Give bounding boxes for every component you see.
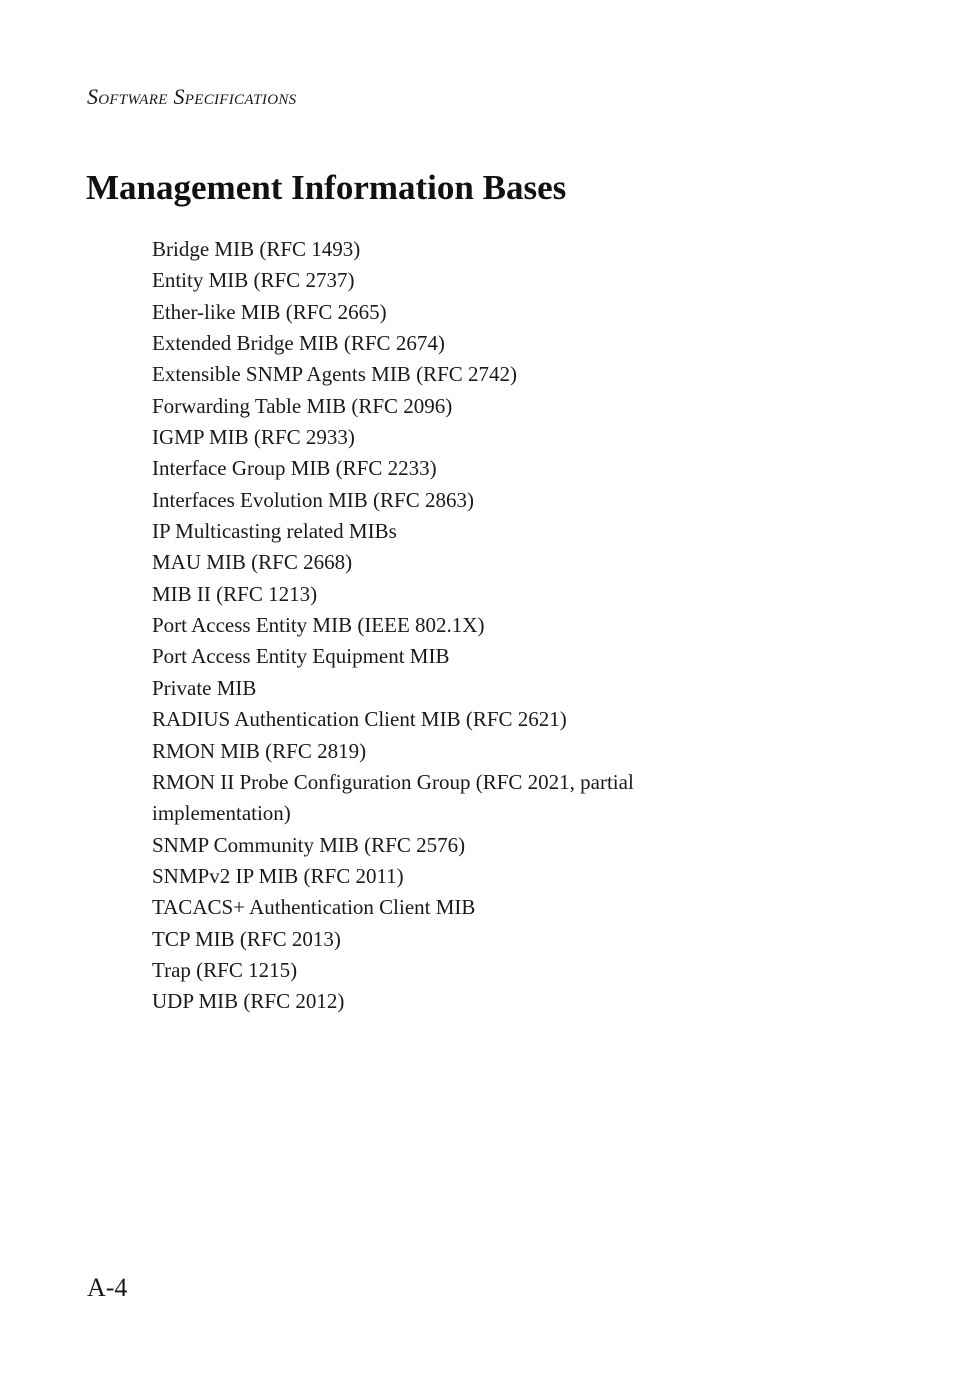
list-item: SNMP Community MIB (RFC 2576)	[152, 832, 466, 857]
list-item: RADIUS Authentication Client MIB (RFC 2621)	[152, 707, 567, 732]
list-item: Extended Bridge MIB (RFC 2674)	[152, 331, 445, 356]
page-number: A-4	[87, 1273, 128, 1302]
list-item: SNMPv2 IP MIB (RFC 2011)	[152, 863, 404, 888]
list-item: Port Access Entity Equipment MIB	[152, 644, 450, 669]
list-item: Bridge MIB (RFC 1493)	[152, 237, 361, 261]
list-item: MIB II (RFC 1213)	[152, 581, 318, 606]
running-header: Software Specifications	[87, 84, 297, 109]
list-item: Extensible SNMP Agents MIB (RFC 2742)	[152, 362, 517, 387]
list-item: Entity MIB (RFC 2737)	[152, 268, 355, 293]
list-item: RMON MIB (RFC 2819)	[152, 738, 367, 763]
list-item: IGMP MIB (RFC 2933)	[152, 425, 355, 450]
list-item: Forwarding Table MIB (RFC 2096)	[152, 393, 453, 418]
list-item: UDP MIB (RFC 2012)	[152, 989, 345, 1014]
list-item: Port Access Entity MIB (IEEE 802.1X)	[152, 613, 485, 638]
list-item: Interfaces Evolution MIB (RFC 2863)	[152, 487, 474, 512]
list-item: Interface Group MIB (RFC 2233)	[152, 456, 437, 481]
list-item: Private MIB	[152, 675, 257, 700]
list-item: TCP MIB (RFC 2013)	[152, 926, 341, 951]
list-item: Ether-like MIB (RFC 2665)	[152, 299, 387, 324]
section-title: Management Information Bases	[86, 168, 567, 207]
list-item: Trap (RFC 1215)	[152, 957, 298, 982]
list-item: TACACS+ Authentication Client MIB	[152, 895, 476, 920]
list-item: IP Multicasting related MIBs	[152, 519, 397, 544]
mib-list	[152, 234, 712, 1018]
list-item: MAU MIB (RFC 2668)	[152, 550, 353, 575]
list-item: RMON II Probe Configuration Group (RFC 2021, partial implementation)	[152, 769, 634, 826]
